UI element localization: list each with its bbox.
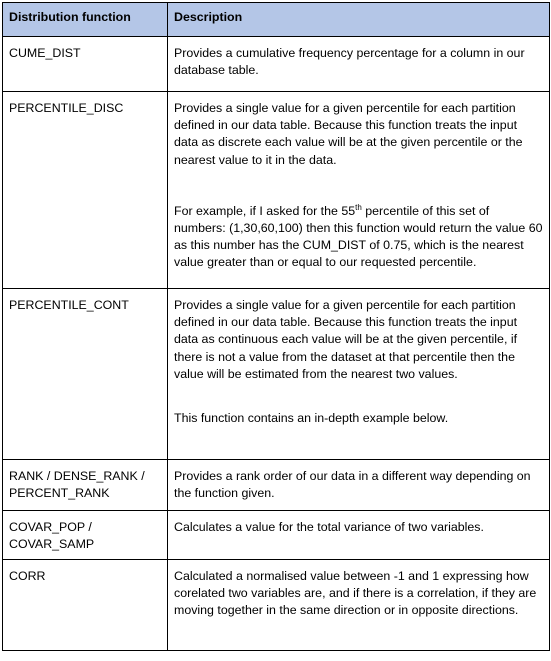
example-text (174, 203, 543, 272)
table-header (3, 3, 550, 37)
header-description: Description (168, 3, 550, 37)
description-text: Calculates a value for the total variance of two variables. (174, 520, 484, 534)
table-row (3, 460, 550, 511)
function-name-cell: PERCENTILE_DISC (3, 92, 168, 289)
description-text: Provides a single value for a given percentile for each partition defined in our data table. Because this function treats the input data as discrete each value will be at the given percentile or the nearest value to it in the data. (174, 101, 523, 167)
table-row (3, 92, 550, 289)
table-row (3, 511, 550, 560)
function-name-cell: CUME_DIST (3, 37, 168, 92)
description-text (174, 297, 543, 383)
function-name-cell: RANK / DENSE_RANK / PERCENT_RANK (3, 460, 168, 511)
header-distribution-function: Distribution function (3, 3, 168, 37)
example-text-end: percentile of this set of numbers: (1,30,60,100) then this function would return the value 60 as this number has the CUM_DIST of 0.75, which is the nearest value greater than or equal to our requested percentile. (174, 203, 543, 270)
function-name-cell: COVAR_POP / COVAR_SAMP (3, 511, 168, 560)
description-text: Calculated a normalised value between -1 and 1 expressing how corelated two variables are, and if there is a correlation, if they are moving together in the same direction or in opposite directions. (174, 569, 537, 618)
description-cell (168, 460, 550, 511)
example-text-start: For example, if I asked for the 55 (174, 203, 356, 218)
description-cell (168, 560, 550, 651)
description-text-content: Provides a single value for a given percentile for each partition defined in our data table. Because this function treats the input data as continuous each value will be at the given percentile, if there is not a value from the dataset at that percentile then the value will be estimated from the nearest two values. (174, 298, 518, 381)
description-cell (168, 511, 550, 560)
function-name-cell: PERCENTILE_CONT (3, 289, 168, 460)
header-row (3, 3, 550, 37)
table-row (3, 560, 550, 651)
description-text: Provides a rank order of our data in a different way depending on the function given. (174, 469, 531, 501)
function-name-cell: CORR (3, 560, 168, 651)
table-row (3, 289, 550, 460)
ordinal-superscript: th (355, 202, 362, 212)
description-text: Provides a cumulative frequency percentage for a column in our database table. (174, 46, 525, 78)
distribution-functions-table (2, 2, 550, 651)
example-note: This function contains an in-depth example below. (174, 411, 449, 426)
document-page (2, 2, 550, 651)
description-cell (168, 289, 550, 460)
description-cell (168, 92, 550, 289)
table-row (3, 37, 550, 92)
description-cell (168, 37, 550, 92)
